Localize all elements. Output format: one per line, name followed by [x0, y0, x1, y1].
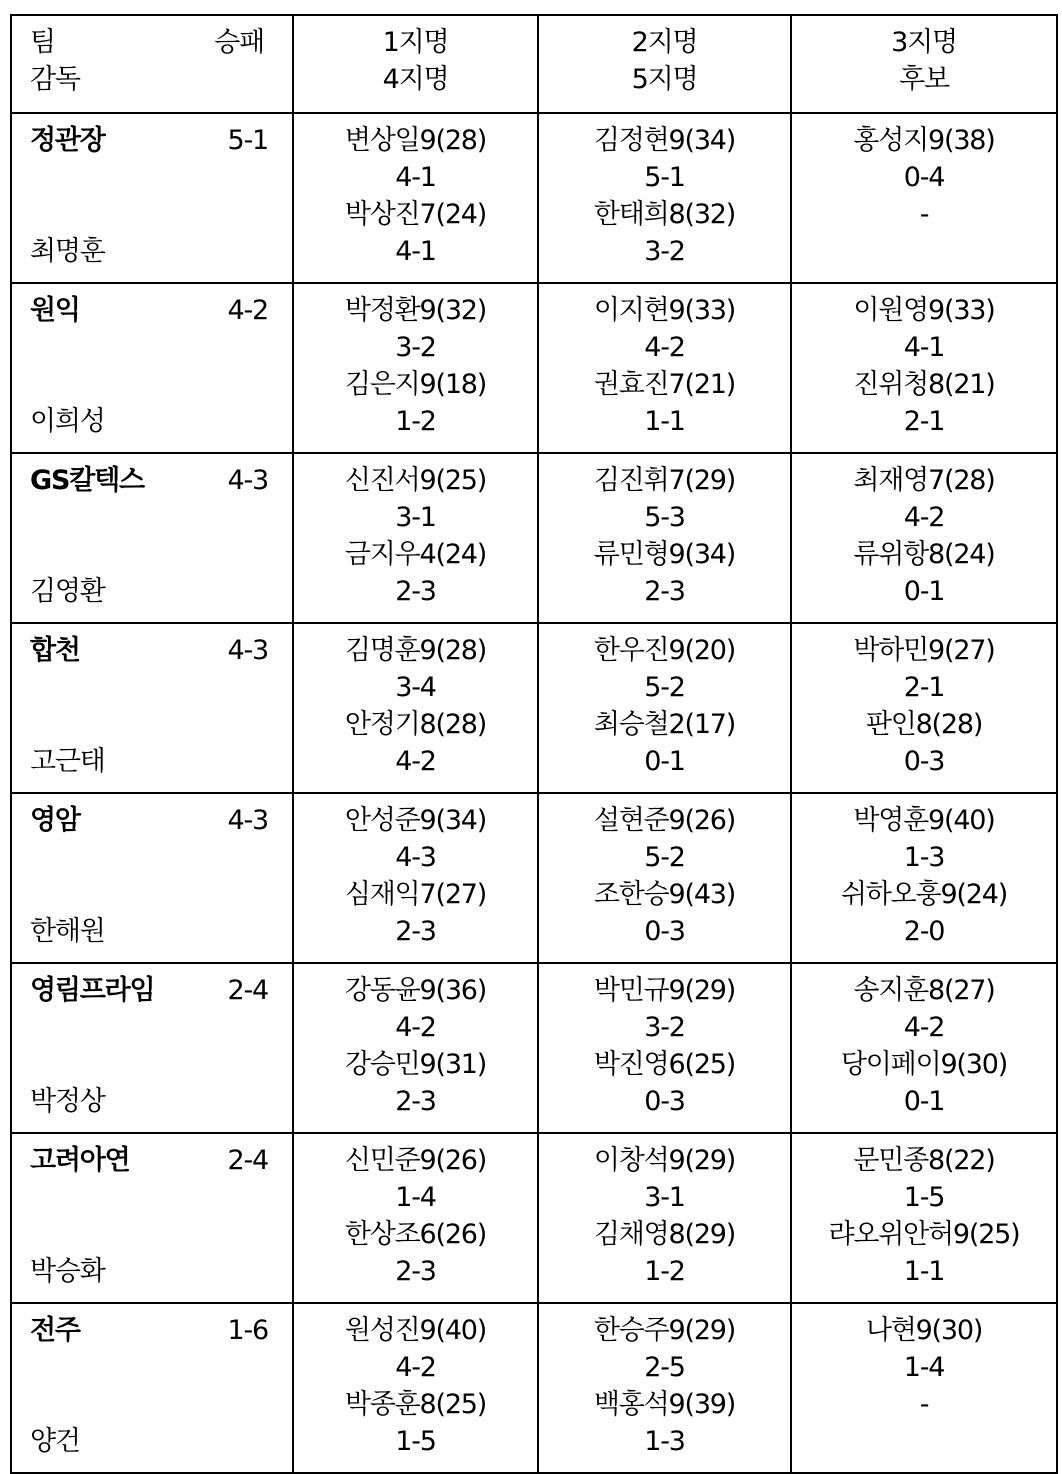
player-record: 2-5	[644, 1352, 685, 1383]
player-record: 3-1	[395, 502, 436, 533]
header-col1-line1: 1지명	[382, 27, 449, 58]
draft-table	[10, 14, 1058, 1474]
player-record: 4-3	[395, 842, 436, 873]
player-name: 판인8(28)	[865, 709, 983, 740]
player-name: 심재익7(27)	[344, 879, 487, 910]
pick-cell-col1	[293, 963, 538, 1133]
team-record: 1-6	[227, 1315, 268, 1346]
table-row	[11, 113, 1057, 283]
player-record: 3-2	[644, 236, 685, 267]
pick-cell-col3	[791, 113, 1057, 283]
player-record: 2-3	[395, 1256, 436, 1287]
team-record: 4-2	[227, 295, 268, 326]
player-record: 1-4	[395, 1182, 436, 1213]
pick-cell-col2	[538, 113, 791, 283]
player-record: 4-1	[903, 332, 945, 363]
player-record: 3-4	[395, 672, 436, 703]
player-record: 2-3	[395, 1086, 436, 1117]
table-row	[11, 1133, 1057, 1303]
player-name: 나현9(30)	[865, 1315, 983, 1346]
player-name: -	[919, 1389, 929, 1420]
player-record: 0-1	[644, 746, 685, 777]
header-col3-line2: 후보	[899, 64, 949, 95]
player-name: 박정환9(32)	[344, 295, 487, 326]
pick-cell-col2	[538, 1303, 791, 1473]
pick-cell-col3	[791, 453, 1057, 623]
player-name: 설현준9(26)	[593, 805, 736, 836]
player-name: 김은지9(18)	[344, 369, 487, 400]
player-record: 1-4	[903, 1352, 945, 1383]
pick-cell-col1	[293, 453, 538, 623]
player-record: 3-2	[644, 1012, 685, 1043]
player-name: 한승주9(29)	[593, 1315, 736, 1346]
player-name: 류민형9(34)	[593, 539, 736, 570]
player-name: 문민종8(22)	[853, 1145, 995, 1176]
team-coach: 박정상	[30, 1086, 105, 1117]
pick-cell-col3	[791, 1133, 1057, 1303]
pick-cell-col2	[538, 1133, 791, 1303]
player-name: 강동윤9(36)	[344, 975, 487, 1006]
pick-cell-col1	[293, 1133, 538, 1303]
player-record: 1-1	[644, 406, 685, 437]
player-name: 박하민9(27)	[853, 635, 995, 666]
player-name: 류위항8(24)	[853, 539, 995, 570]
player-name: 김채영8(29)	[593, 1219, 736, 1250]
player-record: 4-1	[395, 162, 436, 193]
player-record	[792, 233, 1056, 270]
header-team-cell	[11, 15, 293, 113]
pick-cell-col2	[538, 793, 791, 963]
pick-cell-col1	[293, 793, 538, 963]
pick-cell-col3	[791, 623, 1057, 793]
player-record: 0-4	[903, 162, 945, 193]
pick-cell-col1	[293, 1303, 538, 1473]
player-record: 2-3	[395, 576, 436, 607]
team-cell	[11, 963, 293, 1133]
player-name: 조한승9(43)	[593, 879, 736, 910]
header-col1	[293, 15, 538, 113]
player-name: 박상진7(24)	[344, 199, 487, 230]
player-name: 이원영9(33)	[853, 295, 995, 326]
player-record: 4-2	[644, 332, 685, 363]
team-name: GS칼텍스	[30, 465, 144, 496]
team-cell	[11, 283, 293, 453]
team-coach: 이희성	[30, 406, 105, 437]
table-row	[11, 793, 1057, 963]
header-col2	[538, 15, 791, 113]
player-record: 5-3	[644, 502, 685, 533]
player-name: 이창석9(29)	[593, 1145, 736, 1176]
table-row	[11, 283, 1057, 453]
pick-cell-col1	[293, 623, 538, 793]
player-name: 안정기8(28)	[344, 709, 487, 740]
player-name: 박진영6(25)	[593, 1049, 736, 1080]
player-name: 김정현9(34)	[593, 125, 736, 156]
player-record: 0-3	[644, 1086, 685, 1117]
player-record: 2-1	[903, 406, 945, 437]
player-name: 박영훈9(40)	[853, 805, 995, 836]
pick-cell-col2	[538, 623, 791, 793]
player-record: 1-5	[395, 1426, 436, 1457]
player-name: 송지훈8(27)	[853, 975, 995, 1006]
table-row	[11, 453, 1057, 623]
player-name: 쉬하오훙9(24)	[840, 879, 1008, 910]
player-name: 당이페이9(30)	[840, 1049, 1008, 1080]
pick-cell-col3	[791, 283, 1057, 453]
player-name: 백홍석9(39)	[593, 1389, 736, 1420]
header-team-label: 팀	[30, 27, 55, 58]
header-record-label: 승패	[214, 27, 264, 58]
team-name: 전주	[30, 1315, 80, 1346]
team-cell	[11, 793, 293, 963]
player-record: 4-2	[903, 1012, 945, 1043]
player-record: 5-1	[644, 162, 685, 193]
header-col3	[791, 15, 1057, 113]
player-record: 3-1	[644, 1182, 685, 1213]
player-record: 2-0	[903, 916, 945, 947]
player-record: 0-1	[903, 576, 945, 607]
player-record: 1-3	[903, 842, 945, 873]
player-name: 이지현9(33)	[593, 295, 736, 326]
team-name: 원익	[30, 295, 80, 326]
team-cell	[11, 1133, 293, 1303]
player-record: 4-2	[395, 1012, 436, 1043]
player-name: 한우진9(20)	[593, 635, 736, 666]
player-name: 금지우4(24)	[344, 539, 487, 570]
player-record: 5-2	[644, 672, 685, 703]
header-col2-line2: 5지명	[631, 64, 698, 95]
team-cell	[11, 453, 293, 623]
player-name: 박종훈8(25)	[344, 1389, 487, 1420]
pick-cell-col3	[791, 963, 1057, 1133]
player-record: 1-5	[903, 1182, 945, 1213]
player-name: 랴오위안허9(25)	[828, 1219, 1020, 1250]
team-name: 합천	[30, 635, 80, 666]
player-name: 김명훈9(28)	[344, 635, 487, 666]
team-name: 고려아연	[30, 1145, 130, 1176]
pick-cell-col1	[293, 283, 538, 453]
table-row	[11, 1303, 1057, 1473]
player-name: 원성진9(40)	[344, 1315, 487, 1346]
player-record: 4-2	[395, 746, 436, 777]
table-row	[11, 623, 1057, 793]
player-record: 4-2	[903, 502, 945, 533]
player-record	[792, 1423, 1056, 1460]
player-name: 신민준9(26)	[344, 1145, 487, 1176]
header-col2-line1: 2지명	[631, 27, 698, 58]
player-record: 4-2	[395, 1352, 436, 1383]
player-name: 진위청8(21)	[853, 369, 995, 400]
header-col1-line2: 4지명	[382, 64, 449, 95]
team-record: 4-3	[227, 465, 268, 496]
pick-cell-col3	[791, 1303, 1057, 1473]
player-name: 신진서9(25)	[344, 465, 487, 496]
pick-cell-col3	[791, 793, 1057, 963]
player-name: 안성준9(34)	[344, 805, 487, 836]
player-record: 5-2	[644, 842, 685, 873]
pick-cell-col2	[538, 963, 791, 1133]
player-name: 최재영7(28)	[853, 465, 995, 496]
player-name: 한태희8(32)	[593, 199, 736, 230]
player-record: 2-3	[395, 916, 436, 947]
pick-cell-col2	[538, 283, 791, 453]
player-record: 3-2	[395, 332, 436, 363]
player-name: 박민규9(29)	[593, 975, 736, 1006]
player-record: 0-3	[644, 916, 685, 947]
pick-cell-col1	[293, 113, 538, 283]
player-record: 2-1	[903, 672, 945, 703]
player-record: 0-3	[903, 746, 945, 777]
player-name: 강승민9(31)	[344, 1049, 487, 1080]
player-record: 2-3	[644, 576, 685, 607]
team-record: 4-3	[227, 805, 268, 836]
team-cell	[11, 623, 293, 793]
team-cell	[11, 113, 293, 283]
team-name: 정관장	[30, 125, 105, 156]
player-record: 1-1	[903, 1256, 945, 1287]
team-name: 영암	[30, 805, 80, 836]
header-coach-label: 감독	[30, 64, 80, 95]
team-record: 5-1	[227, 125, 268, 156]
header-row	[11, 15, 1057, 113]
player-name: 한상조6(26)	[344, 1219, 487, 1250]
player-name: 변상일9(28)	[344, 125, 487, 156]
team-coach: 양건	[30, 1426, 80, 1457]
player-name: 홍성지9(38)	[853, 125, 995, 156]
team-coach: 김영환	[30, 576, 105, 607]
team-record: 2-4	[227, 975, 268, 1006]
team-name: 영림프라임	[30, 975, 155, 1006]
header-col3-line1: 3지명	[891, 27, 957, 58]
player-record: 1-2	[395, 406, 436, 437]
team-cell	[11, 1303, 293, 1473]
team-coach: 최명훈	[30, 236, 105, 267]
team-coach: 고근태	[30, 746, 105, 777]
player-record: 0-1	[903, 1086, 945, 1117]
player-name: -	[919, 199, 929, 230]
team-coach: 박승화	[30, 1256, 105, 1287]
team-coach: 한해원	[30, 916, 105, 947]
player-name: 김진휘7(29)	[593, 465, 736, 496]
table-body	[11, 15, 1057, 1473]
player-record: 1-2	[644, 1256, 685, 1287]
table-row	[11, 963, 1057, 1133]
player-name: 권효진7(21)	[593, 369, 736, 400]
pick-cell-col2	[538, 453, 791, 623]
player-name: 최승철2(17)	[593, 709, 736, 740]
player-record: 1-3	[644, 1426, 685, 1457]
team-record: 4-3	[227, 635, 268, 666]
team-record: 2-4	[227, 1145, 268, 1176]
player-record: 4-1	[395, 236, 436, 267]
